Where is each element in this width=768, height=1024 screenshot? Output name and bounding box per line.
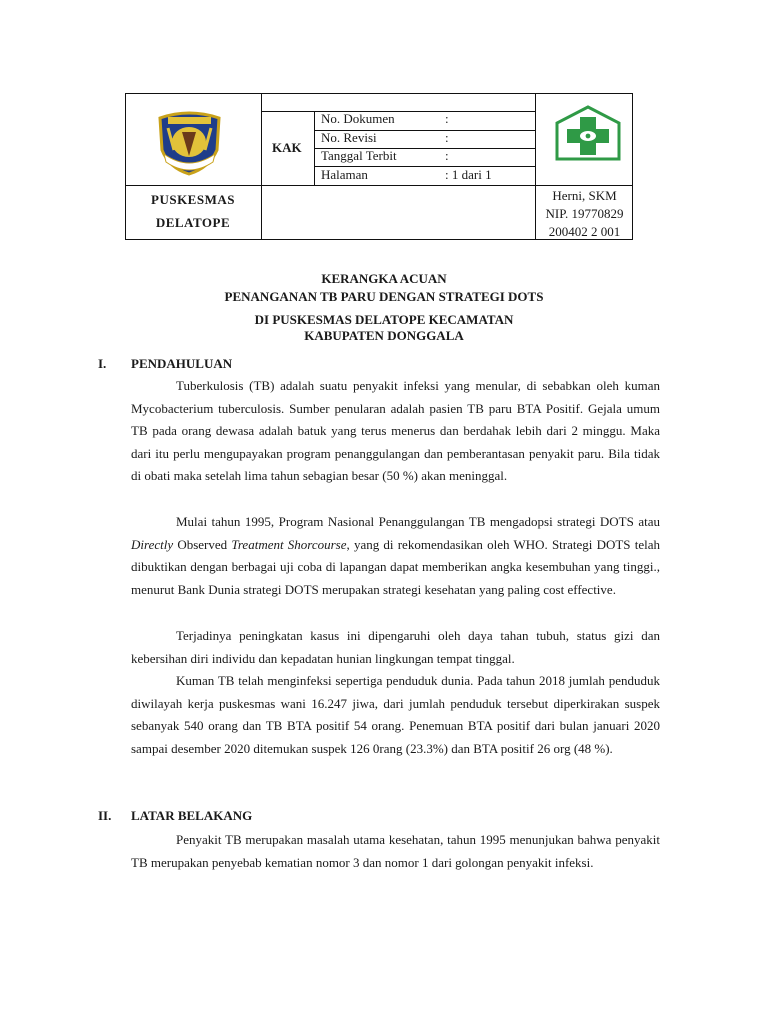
paragraph: Mulai tahun 1995, Program Nasional Penanggulangan TB mengadopsi strategi DOTS atau Directly Observed Treatment Shorcourse, yang di rekomendasikan oleh WHO. Strategi DOTS telah dibuktikan dengan berbagai uji coba di lapangan dapat memberikan angka kesembuhan yang tinggi., menurut Bank Dunia strategi DOTS merupakan strategi kesehatan yang paling cost effective. — [131, 514, 660, 597]
paragraph: Terjadinya peningkatan kasus ini dipengaruhi oleh daya tahan tubuh, status gizi dan kebersihan diri individu dan kepadatan hunian lingkungan tempat tinggal. — [131, 628, 660, 666]
doc-number-value: : — [445, 111, 449, 126]
page-label: Halaman — [321, 167, 368, 182]
section-heading: LATAR BELAKANG — [131, 808, 253, 823]
section-heading: PENDAHULUAN — [131, 356, 233, 371]
doc-number-label: No. Dokumen — [321, 111, 395, 126]
paragraph: Tuberkulosis (TB) adalah suatu penyakit infeksi yang menular, di sebabkan oleh kuman Mycobacterium tuberculosis. Sumber penularan adalah pasien TB paru BTA Positif. Gejala umum TB pada orang dewasa adalah batuk yang terus menerus dan berdahak lebih dari 2 minggu. Maka dari itu perlu mengupayakan program penanggulangan dan pemberantasan penyakit paru. Bila tidak di obati maka setelah lima tahun sebagian besar (50 %) akan meninggal. — [131, 378, 660, 484]
doc-title-line2: PENANGANAN TB PARU DENGAN STRATEGI DOTS — [224, 289, 544, 304]
regency-emblem-icon — [154, 110, 225, 176]
signer-nip-line2: 200402 2 001 — [548, 224, 621, 239]
section-number: I. — [98, 356, 107, 371]
doc-title-line1: KERANGKA ACUAN — [321, 271, 447, 286]
page-value: : 1 dari 1 — [445, 167, 492, 182]
signer-nip-line1: NIP. 19770829 — [545, 206, 624, 221]
document-header-table — [125, 93, 633, 240]
org-name-line1: PUSKESMAS — [151, 192, 235, 207]
table-border-top — [125, 93, 633, 94]
issue-date-label: Tanggal Terbit — [321, 148, 397, 163]
issue-date-value: : — [445, 148, 449, 163]
signer-name: Herni, SKM — [552, 188, 617, 203]
document-type-label: KAK — [272, 140, 302, 155]
table-divider-col1 — [261, 93, 262, 240]
doc-title-line4: KABUPATEN DONGGALA — [304, 328, 464, 343]
puskesmas-cross-icon — [555, 105, 621, 161]
org-name-line2: DELATOPE — [155, 215, 231, 230]
table-divider-middle — [125, 185, 633, 186]
revision-label: No. Revisi — [321, 130, 377, 145]
paragraph: Kuman TB telah menginfeksi sepertiga penduduk dunia. Pada tahun 2018 jumlah penduduk diwilayah kerja puskesmas wani 16.247 jiwa, dari jumlah penduduk tersebut diperkirakan suspek sebanyak 540 orang dan TB BTA positif 54 orang. Penemuan BTA positif dari bulan januari 2020 sampai desember 2020 ditemukan suspek 126 0rang (23.3%) dan BTA positif 26 org (48 %). — [131, 673, 660, 756]
table-divider-top-row — [261, 111, 535, 112]
paragraph: Penyakit TB merupakan masalah utama kesehatan, tahun 1995 menunjukan bahwa penyakit TB merupakan penyebab kematian nomor 3 dan nomor 1 dari golongan penyakit infeksi. — [131, 832, 660, 870]
section-number: II. — [98, 808, 112, 823]
doc-title-line3: DI PUSKESMAS DELATOPE KECAMATAN — [254, 312, 514, 327]
revision-value: : — [445, 130, 449, 145]
